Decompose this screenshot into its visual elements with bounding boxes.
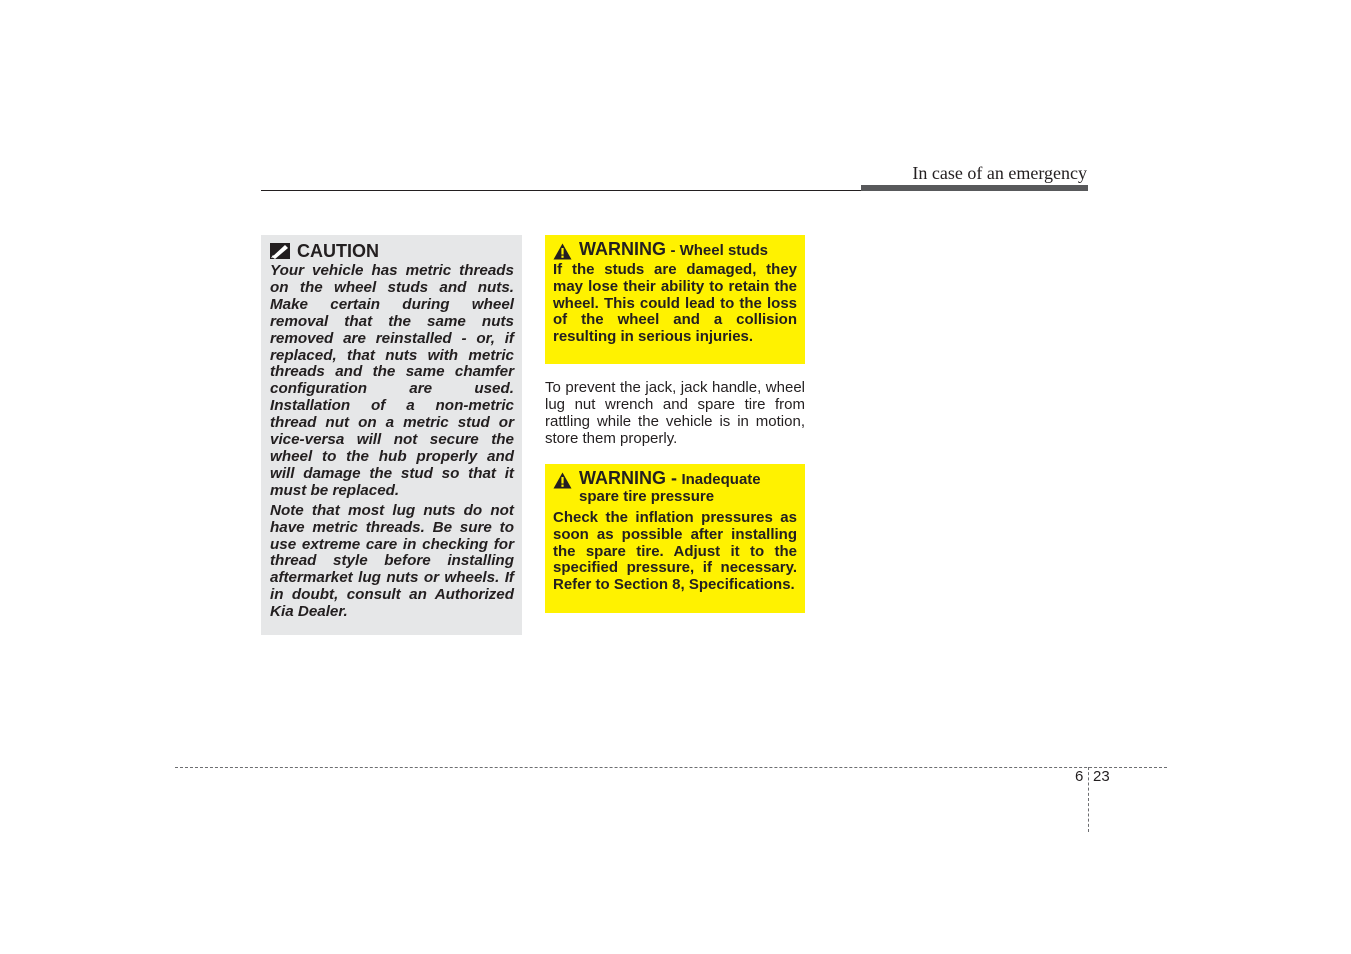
page-number: 23 xyxy=(1093,768,1110,785)
warning-subtitle: Inadequate spare tire pressure xyxy=(579,471,761,505)
caution-icon xyxy=(270,243,290,259)
chapter-number: 6 xyxy=(1075,768,1084,785)
warning-header xyxy=(553,241,797,260)
warning-triangle-icon xyxy=(553,472,572,489)
warning-body: If the studs are damaged, they may lose their ability to retain the wheel. This could lead to the loss of the wheel and a collision resulting in serious injuries. xyxy=(553,261,797,346)
caution-paragraph: Note that most lug nuts do not have metric threads. Be sure to use extreme care in checking for thread style before installing aftermarket lug nuts or wheels. If in doubt, consult an Authorized Kia Dealer. xyxy=(270,501,514,621)
storage-paragraph: To prevent the jack, jack handle, wheel lug nut wrench and spare tire from rattling while the vehicle is in motion, store them properly. xyxy=(545,379,805,447)
header-bar xyxy=(861,185,1088,191)
caution-header xyxy=(270,241,514,261)
section-title: In case of an emergency xyxy=(912,163,1087,183)
warning-title: WARNING xyxy=(579,239,666,259)
caution-title: CAUTION xyxy=(297,240,379,261)
footer-vertical-rule xyxy=(1088,767,1089,832)
warning-triangle-icon xyxy=(553,243,572,260)
warning-box-wheel-studs xyxy=(545,235,805,364)
warning-body: Check the inflation pressures as soon as possible after installing the spare tire. Adjust it to the specified pressure, if necessary. Refer to Section 8, Specifications. xyxy=(553,509,797,594)
caution-paragraph: Your vehicle has metric threads on the wheel studs and nuts. Make certain during wheel removal that the same nuts removed are reinstalled - or, if replaced, that nuts with metric threads and the same chamfer configuration are used. Installation of a non-metric thread nut on a metric stud or vice-versa will not secure the wheel to the hub properly and will damage the stud so that it must be replaced. xyxy=(270,262,514,499)
warning-subtitle: - Wheel studs xyxy=(670,242,768,259)
warning-title: WARNING - xyxy=(579,468,677,488)
caution-box xyxy=(261,235,522,635)
footer-rule xyxy=(175,767,1167,768)
warning-box-spare-pressure xyxy=(545,464,805,613)
warning-header xyxy=(553,470,797,505)
